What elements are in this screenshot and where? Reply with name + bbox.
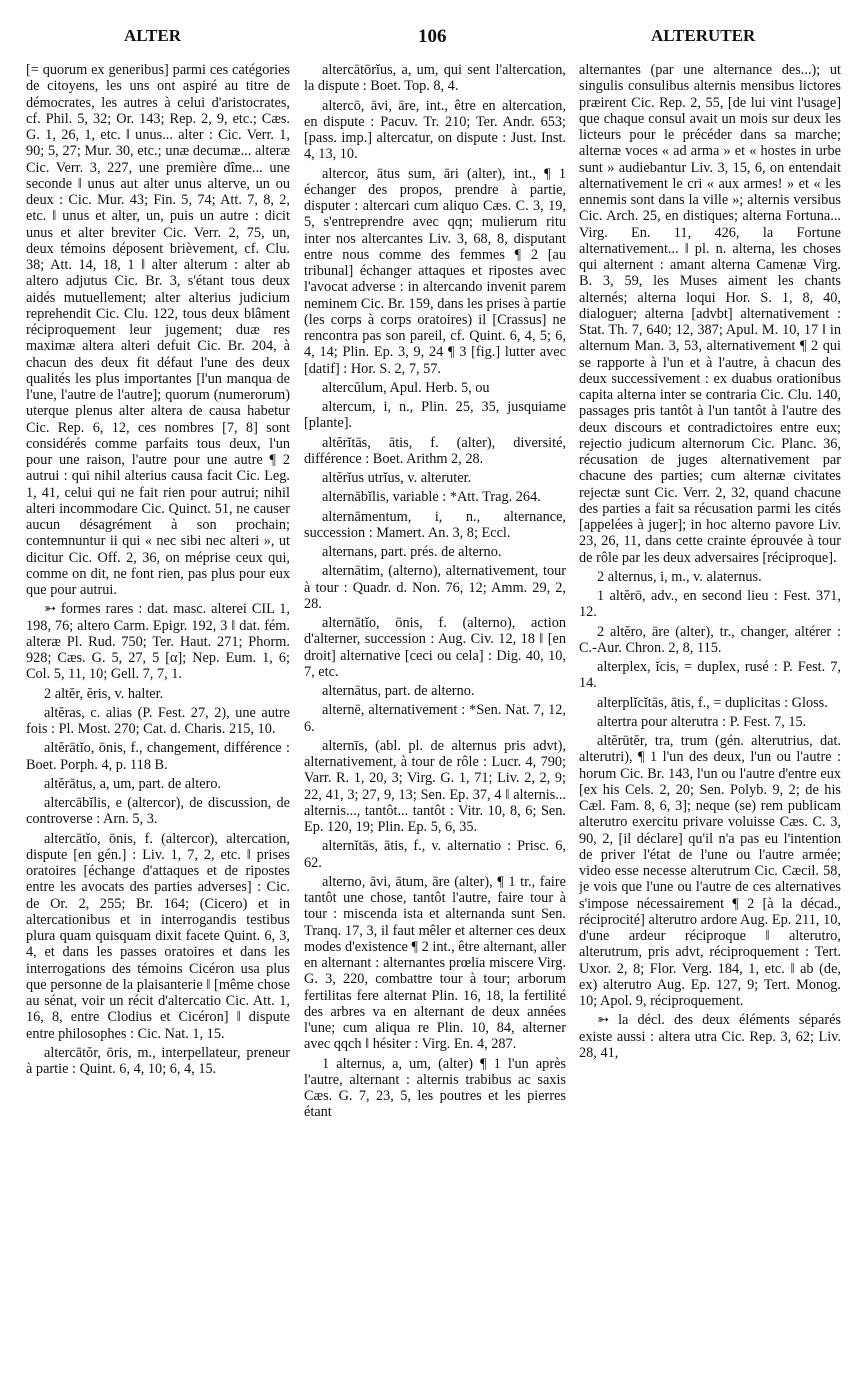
dictionary-entry: alternīs, (abl. pl. de alternus pris advt), alternativement, à tour de rôle : Lucr. 4, 790; Varr. R. 1, 20, 3; Virg. G. 1, 71; Liv. 2, 2, 9; 22, 41, 3; 27, 9, 13; Sen. Ep. 37, 4 ‖ alternis... alternis..., tantôt... tantôt : Vitr. 10, 8, 6; Sen. Ep. 120, 19; Plin. Ep. 5, 6, 35. bbox=[304, 737, 566, 835]
dictionary-entry: altĕras, c. alias (P. Fest. 27, 2), une autre fois : Pl. Most. 270; Cat. d. Charis. 215, 10. bbox=[26, 704, 290, 737]
dictionary-entry: alternātim, (alterno), alternativement, tour à tour : Quadr. d. Non. 76, 12; Amm. 29, 2, 28. bbox=[304, 563, 566, 612]
dictionary-entry: alternātĭo, ōnis, f. (alterno), action d'alterner, succession : Aug. Civ. 12, 18 ‖ [en droit] alternative [ceci ou cela] : Dig. 40, 10, 7, etc. bbox=[304, 615, 566, 680]
dictionary-entry: altercātŏr, ōris, m., interpellateur, preneur à partie : Quint. 6, 4, 10; 6, 4, 15. bbox=[26, 1044, 290, 1077]
dictionary-entry: altĕrūtĕr, tra, trum (gén. alterutrius, dat. alterutri), ¶ 1 l'un des deux, l'un ou l'autre : horum Cic. Br. 143, l'un ou l'autre d'entre eux [ex his Cels. 2, 20; Sen. Polyb. 9, 2; de his Cæl. Fam. 8, 6, 3]; neque (se) rem publicam alterutro exercitu privare voluisse Cæs. C. 3, 90, 2, [il déclare] qu'il n'a pas eu l'intention de priver l'état de l'une ou l'autre armée; video esse necesse alterutrum Cic. Cæcil. 58, je vois que l'une ou l'autre de ces alternatives s'impose nécessairement ¶ 2 [à la décad., réciprocité] alterutro ardore Aug. Ep. 211, 10, d'une ardeur réciproque ‖ alterutro, alterutrum, pris advt, réciproquement : Tert. Uxor. 2, 8; Flor. Verg. 184, 1, etc. ‖ ab (de, ex) alterutro Aug. Ep. 127, 9; Tert. Monog. 10; Apol. 9, réciproquement. bbox=[579, 733, 841, 1009]
dictionary-entry: altercātĭo, ōnis, f. (altercor), altercation, dispute [en gén.] : Liv. 1, 7, 2, etc. ‖ prises oratoires [échange d'attaques et de ripostes entre les avocats des parties adverses] : Cic. de Or. 2, 255; Br. 164; (Cicero) et in altercationibus et in interrogandis testibus plura quam quisquam dixit facete Quint. 6, 3, 4, et dans les passes oratoires et dans les interrogations des témoins Cicéron usa plus que personne de la plaisanterie ‖ [même chose au sénat, voir un récit d'altercatio Cic. Att. 1, 16, 8, entre Clodius et Cicéron] ‖ dispute entre philosophes : Cic. Nat. 1, 15. bbox=[26, 830, 290, 1042]
column-right bbox=[579, 62, 841, 1382]
dictionary-entry: ➳ formes rares : dat. masc. alterei CIL 1, 198, 76; altero Carm. Epigr. 192, 3 ‖ dat. fém. alteræ Pl. Rud. 750; Ter. Haut. 271; Phorm. 928; Cæs. G. 5, 27, 5 [α]; Nep. Eum. 1, 6; Col. 5, 11, 10; Gell. 7, 7, 1. bbox=[26, 601, 290, 683]
header-right-guide-word: ALTERUTER bbox=[651, 26, 756, 45]
running-header bbox=[0, 26, 858, 50]
dictionary-entry: alternĭtās, ātis, f., v. alternatio : Prisc. 6, 62. bbox=[304, 838, 566, 871]
dictionary-entry: altercor, ātus sum, āri (alter), int., ¶ 1 échanger des propos, prendre à partie, disputer : altercari cum aliquo Cæs. C. 3, 19, 5, s'entreprendre avec qqn; mulierum ritu inter nos altercantes Liv. 3, 68, 8, disputant entre nous comme des femmes ¶ 2 [au tribunal] échanger attaques et ripostes avec l'avocat adverse : in altercando invenit parem neminem Cic. Br. 159, dans les prises à partie (les corps à corps oratoires) il [Crassus] ne rencontra pas son pareil, cf. Quint. 6, 4, 5; 6, 4, 14; Plin. Ep. 3, 9, 24 ¶ 3 [fig.] lutter avec [datif] : Hor. S. 2, 7, 57. bbox=[304, 165, 566, 377]
dictionary-entry: 1 alternus, a, um, (alter) ¶ 1 l'un après l'autre, alternant : alternis trabibus ac saxis Cæs. G. 7, 23, 5, les poutres et les pierres étant bbox=[304, 1055, 566, 1121]
page-number: 106 bbox=[418, 26, 447, 47]
dictionary-entry: alternāmentum, i, n., alternance, succession : Mamert. An. 3, 8; Eccl. bbox=[304, 508, 566, 541]
dictionary-entry: alternē, alternativement : *Sen. Nat. 7, 12, 6. bbox=[304, 702, 566, 735]
dictionary-entry: altercābĭlis, e (altercor), de discussion, de controverse : Arn. 5, 3. bbox=[26, 795, 290, 828]
dictionary-entry: 2 altĕro, āre (alter), tr., changer, altérer : C.-Aur. Chron. 2, 8, 115. bbox=[579, 623, 841, 656]
dictionary-entry: altertra pour alterutra : P. Fest. 7, 15. bbox=[597, 713, 807, 730]
dictionary-entry: 2 alternus, i, m., v. alaternus. bbox=[597, 568, 762, 585]
dictionary-entry: altercātōrĭus, a, um, qui sent l'altercation, la dispute : Boet. Top. 8, 4. bbox=[304, 62, 566, 95]
dictionary-entry: alterplex, ĭcis, = duplex, rusé : P. Fest. 7, 14. bbox=[579, 659, 841, 692]
dictionary-entry: alterplĭcĭtās, ātis, f., = duplicitas : Gloss. bbox=[597, 694, 828, 711]
dictionary-entry: alterno, āvi, ātum, āre (alter), ¶ 1 tr., faire tantôt une chose, tantôt l'autre, faire tour à tour : miscenda ista et alternanda sunt Sen. Tranq. 17, 3, il faut mêler et alterner ces deux modes d'existence ¶ 2 int., être alternant, aller en alternant : alternantes prœlia miscere Virg. G. 3, 220, combattre tour à tour; arborum fertilitas fere alternat Plin. 16, 18, la fertilité des arbres va en alternant de deux années l'une; cum aliqua re Plin. 10, 84, alterner avec qqch ‖ hésiter : Virg. En. 4, 287. bbox=[304, 873, 566, 1053]
dictionary-entry: [= quorum ex generibus] parmi ces catégories de citoyens, les uns ont aspiré au titre de démocrates, les autres à celui d'aristocrates, cf. Phil. 5, 32; Or. 143; Rep. 2, 9, etc.; Cæs. G. 1, 26, 1, etc. ‖ unus... alter : Cic. Verr. 1, 90; 5, 27; Mur. 30, etc.; unæ decumæ... alteræ Cic. Verr. 3, 227, une première dîme... une seconde ‖ unus aut alter unus alterve, un ou deux : Cic. Mur. 43; Fin. 5, 74; Att. 7, 8, 2, etc. ‖ unus et alter, un, puis un autre : dicit unus et alter breviter Cic. Verr. 2, 75, un, deux témoins déposent brièvement, cf. Clu. 38; Att. 14, 18, 1 ‖ alter alterum : alter ab altero adjutus Cic. Br. 3, s'étant tous deux aidés mutuellement; alter alterius judicium reprehendit Cic. Clu. 122, tous deux blâment réciproquement leur jugement; duæ res maximæ altera alteri defuit Cic. Br. 204, à chacun des deux fit défaut l'une des deux qualités les plus importantes [l'un manqua de l'une, l'autre de l'autre]; quorum (numerorum) uterque plenus alter altera de causa habetur Cic. Rep. 6, 12, ces nombres [7, 8] sont considérés comme parfaits tous deux, l'un pour une raison, l'autre pour une autre ¶ 2 autrui : qui nihil alterius causa facit Cic. Leg. 1, 41, celui qui ne fait rien pour autrui; nihil alteri incommodare Cic. Quinct. 51, ne causer aucun désagrément à son prochain; contemnuntur ii qui « nec sibi nec alteri », ut dicitur Cic. Off. 2, 36, on méprise ceux qui, comme on dit, ne font rien, pas plus pour eux que pour autrui. bbox=[26, 62, 290, 598]
dictionary-entry: alternantes (par une alternance des...); ut singulis consulibus alternis mensibus lictores præirent Cic. Rep. 2, 55, [de lui vint l'usage] que chaque consul avait un mois sur deux les licteurs pour le précéder dans sa marche; alternæ voces « ad arma » et « hostes in urbe sunt » audiebantur Liv. 3, 15, 6, on entendait alternativement le cri « aux armes! » et « les ennemis sont dans la ville »; alternis versibus Cic. Arch. 25, en distiques; alterna Fortuna... Virg. En. 11, 426, la Fortune alternativement... ‖ pl. n. alterna, les choses qui alternent : amant alterna Camenæ Virg. B. 3, 59, les Muses aiment les chants alternés; alterna loqui Hor. S. 1, 8, 40, dialoguer; alterna [advbt] alternativement : Stat. Th. 7, 640; 12, 387; Apul. M. 10, 17 ‖ in alternum Man. 3, 53, alternativement ¶ 2 qui se rapporte à l'un et à l'autre, à chacun des deux successivement : ex duabus orationibus capita alterna inter se contraria Cic. Clu. 140, passages pris tantôt à l'un tantôt à l'autre des deux discours et contradictoires entre eux; rejectio judicum alternorum Cic. Planc. 36, récusation de juges alternativement par chacune des parties; cum alternæ civitates rejectæ sunt Cic. Verr. 2, 32, quand chacune des parties a fait sa récusation parmi les cités [appelées à juger]; in hoc alterno pavore Liv. 23, 26, 11, dans cette crainte éprouvée à tour de rôle par les deux adversaires [réciproque]. bbox=[579, 62, 841, 566]
dictionary-entry: 2 altĕr, ĕris, v. halter. bbox=[44, 685, 164, 702]
column-middle bbox=[304, 62, 566, 1382]
header-left-guide-word: ALTER bbox=[124, 26, 182, 45]
dictionary-entry: altĕrātĭo, ōnis, f., changement, différence : Boet. Porph. 4, p. 118 B. bbox=[26, 740, 290, 773]
dictionary-entry: altercum, i, n., Plin. 25, 35, jusquiame [plante]. bbox=[304, 399, 566, 432]
dictionary-entry: 1 altĕrō, adv., en second lieu : Fest. 371, 12. bbox=[579, 588, 841, 621]
dictionary-entry: altĕrĭus utrĭus, v. alteruter. bbox=[322, 470, 472, 486]
dictionary-entry: altĕrātus, a, um, part. de altero. bbox=[44, 775, 222, 792]
dictionary-entry: altercō, āvi, āre, int., être en altercation, en dispute : Pacuv. Tr. 210; Ter. Andr. 653; [pass. imp.] altercatur, on dispute : Just. Inst. 4, 13, 10. bbox=[304, 97, 566, 163]
dictionary-entry: alternans, part. prés. de alterno. bbox=[322, 544, 502, 560]
dictionary-entry: altercŭlum, Apul. Herb. 5, ou bbox=[322, 379, 490, 396]
dictionary-entry: ➳ la décl. des deux éléments séparés existe aussi : altera utra Cic. Rep. 3, 62; Liv. 28, 41, bbox=[579, 1012, 841, 1061]
dictionary-entry: alternābĭlis, variable : *Att. Trag. 264. bbox=[322, 489, 541, 506]
dictionary-entry: altĕrĭtās, ātis, f. (alter), diversité, différence : Boet. Arithm 2, 28. bbox=[304, 434, 566, 467]
dictionary-entry: alternātus, part. de alterno. bbox=[322, 683, 475, 699]
column-left bbox=[26, 62, 290, 1382]
